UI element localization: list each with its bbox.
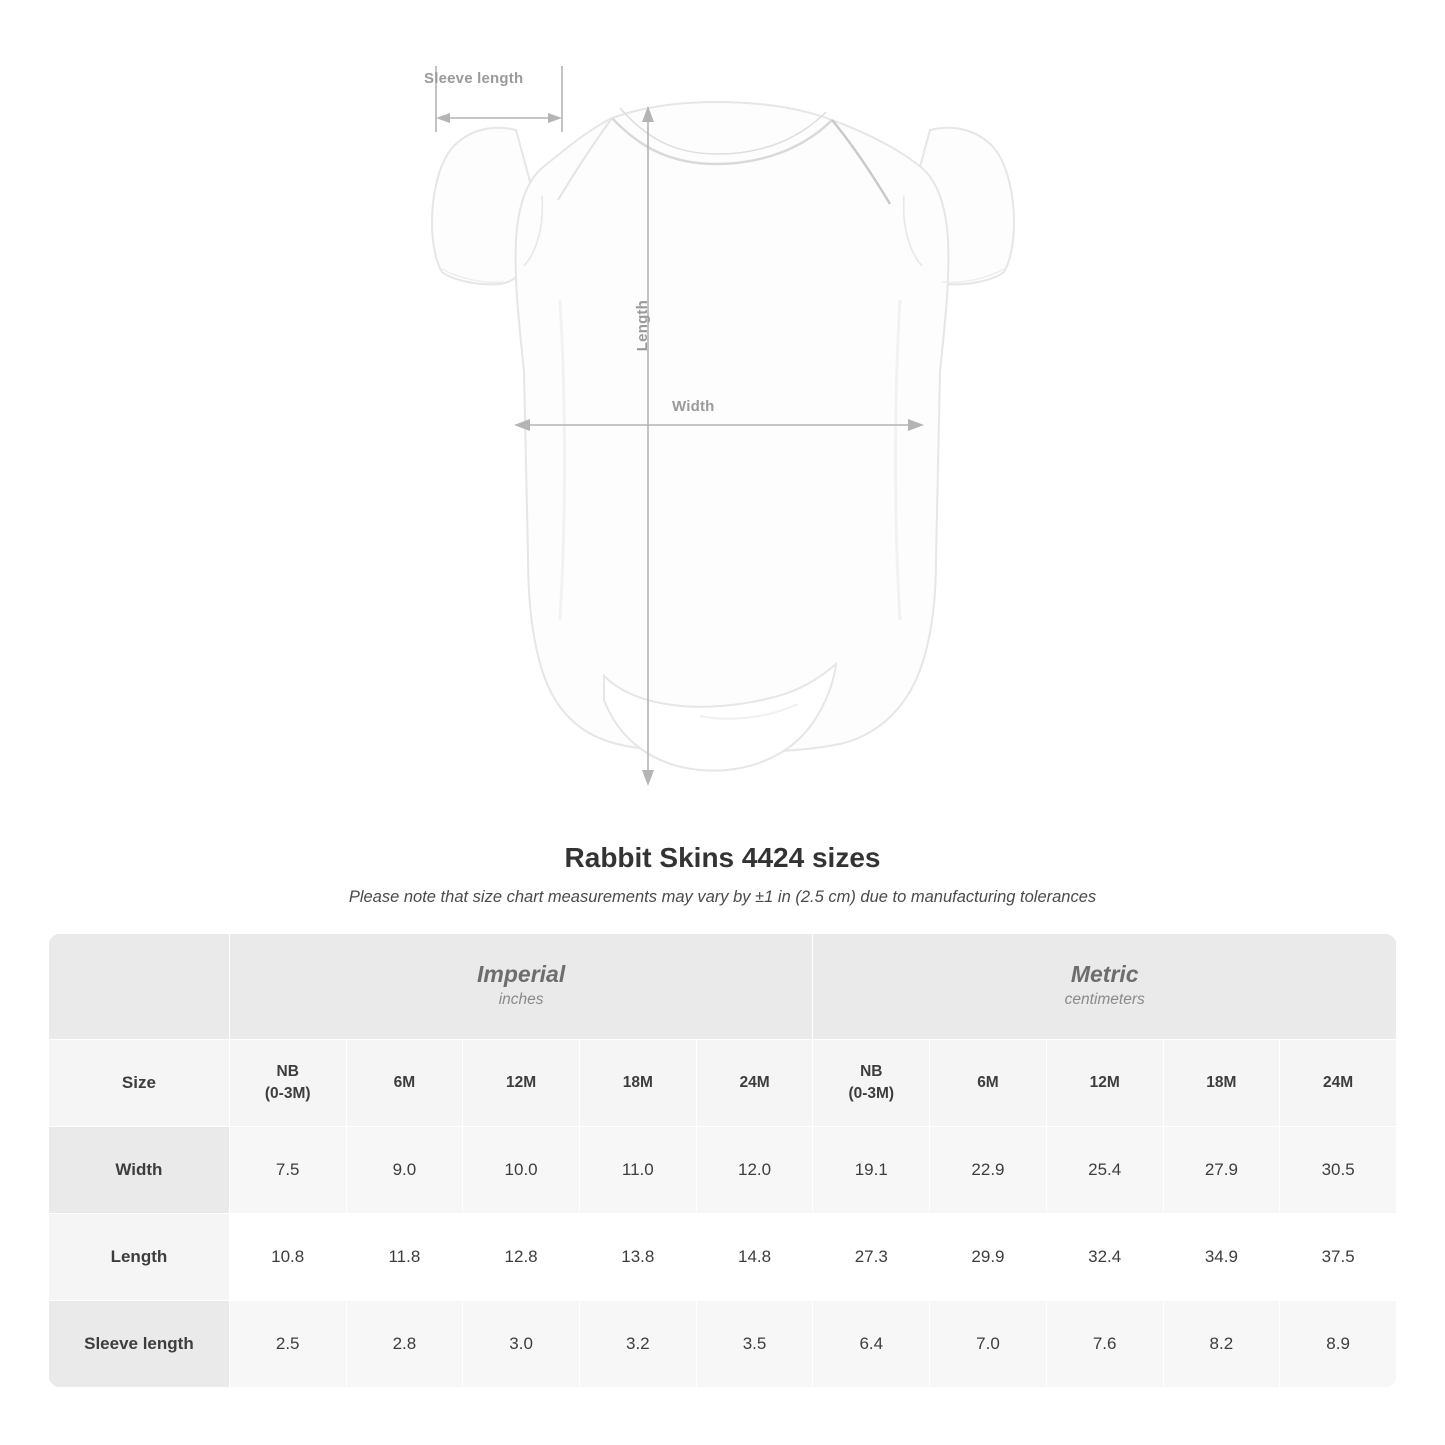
cell-sleeve-imperial-18m: 3.2 [579, 1301, 696, 1388]
unit-name-metric: Metric [1070, 960, 1139, 987]
cell-length-metric-6m: 29.9 [930, 1214, 1047, 1301]
unit-sub-imperial: inches [498, 991, 544, 1009]
cell-length-imperial-nb: 10.8 [229, 1214, 346, 1301]
label-sleeve-length: Sleeve length [424, 70, 524, 87]
tolerance-note: Please note that size chart measurements may vary by ±1 in (2.5 cm) due to manufacturing tolerances [348, 888, 1097, 906]
cell-width-imperial-nb: 7.5 [229, 1127, 346, 1214]
header-metric-nb [813, 1040, 930, 1127]
cell-sleeve-metric-6m: 7.0 [930, 1301, 1047, 1388]
cell-width-imperial-6m: 9.0 [346, 1127, 463, 1214]
cell-sleeve-metric-24m: 8.9 [1280, 1301, 1397, 1388]
page-title: Rabbit Skins 4424 sizes [564, 842, 881, 873]
header-imperial-18m: 18M [579, 1040, 696, 1127]
cell-length-metric-18m: 34.9 [1163, 1214, 1280, 1301]
cell-width-metric-18m: 27.9 [1163, 1127, 1280, 1214]
title-block [0, 842, 1445, 907]
cell-length-imperial-12m: 12.8 [463, 1214, 580, 1301]
cell-length-imperial-24m: 14.8 [696, 1214, 813, 1301]
cell-length-metric-nb: 27.3 [813, 1214, 930, 1301]
size-header-row [49, 1040, 1397, 1127]
table-row [49, 1214, 1397, 1301]
cell-sleeve-imperial-6m: 2.8 [346, 1301, 463, 1388]
row-label-width: Width [49, 1127, 230, 1214]
header-metric-18m: 18M [1163, 1040, 1280, 1127]
label-width: Width [672, 398, 715, 415]
cell-width-imperial-18m: 11.0 [579, 1127, 696, 1214]
table-row [49, 1301, 1397, 1388]
label-length: Length [634, 300, 651, 352]
size-table-wrapper [48, 933, 1397, 1388]
row-label-length: Length [49, 1214, 230, 1301]
size-table [48, 933, 1397, 1388]
header-imperial-6m: 6M [346, 1040, 463, 1127]
cell-sleeve-metric-nb: 6.4 [813, 1301, 930, 1388]
unit-name-imperial: Imperial [477, 960, 566, 987]
unit-header-row [49, 934, 1397, 1040]
cell-width-metric-6m: 22.9 [930, 1127, 1047, 1214]
header-text: NB (0-3M) [848, 1062, 895, 1102]
cell-sleeve-metric-18m: 8.2 [1163, 1301, 1280, 1388]
cell-length-metric-12m: 32.4 [1046, 1214, 1163, 1301]
unit-group-metric [813, 934, 1397, 1040]
cell-sleeve-metric-12m: 7.6 [1046, 1301, 1163, 1388]
header-imperial-24m: 24M [696, 1040, 813, 1127]
header-text: NB (0-3M) [264, 1062, 311, 1102]
cell-length-imperial-6m: 11.8 [346, 1214, 463, 1301]
row-label-sleeve-length: Sleeve length [49, 1301, 230, 1388]
unit-corner-cell [49, 934, 230, 1040]
cell-width-metric-24m: 30.5 [1280, 1127, 1397, 1214]
header-metric-24m: 24M [1280, 1040, 1397, 1127]
cell-sleeve-imperial-nb: 2.5 [229, 1301, 346, 1388]
header-metric-12m: 12M [1046, 1040, 1163, 1127]
table-row [49, 1127, 1397, 1214]
header-imperial-12m: 12M [463, 1040, 580, 1127]
header-size: Size [49, 1040, 230, 1127]
unit-sub-metric: centimeters [1064, 991, 1145, 1009]
cell-sleeve-imperial-12m: 3.0 [463, 1301, 580, 1388]
header-imperial-nb [229, 1040, 346, 1127]
cell-sleeve-imperial-24m: 3.5 [696, 1301, 813, 1388]
cell-length-imperial-18m: 13.8 [579, 1214, 696, 1301]
cell-width-metric-nb: 19.1 [813, 1127, 930, 1214]
cell-width-metric-12m: 25.4 [1046, 1127, 1163, 1214]
cell-width-imperial-12m: 10.0 [463, 1127, 580, 1214]
cell-length-metric-24m: 37.5 [1280, 1214, 1397, 1301]
header-metric-6m: 6M [930, 1040, 1047, 1127]
cell-width-imperial-24m: 12.0 [696, 1127, 813, 1214]
unit-group-imperial [229, 934, 813, 1040]
